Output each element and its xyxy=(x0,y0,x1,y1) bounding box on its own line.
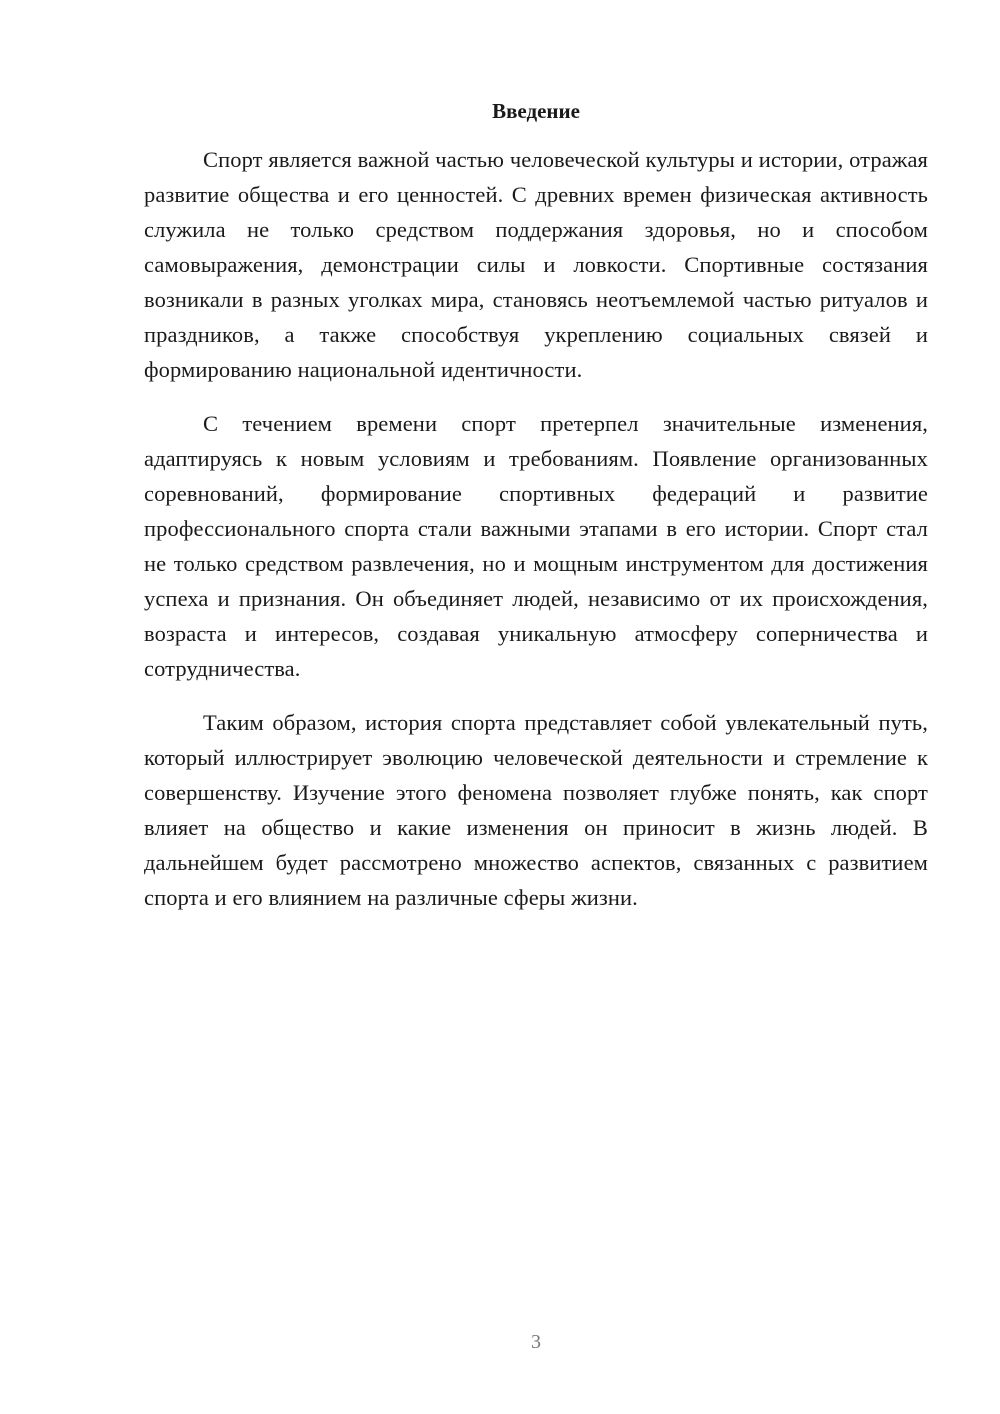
paragraph-1: Спорт является важной частью человеческой культуры и истории, отражая развитие общества и его ценностей. С древних времен физическая активность служила не только средством поддержания здоровья, но и способом самовыражения, демонстрации силы и ловкости. Спортивные состязания возникали в разных уголках мира, становясь неотъемлемой частью ритуалов и праздников, а также способствуя укреплению социальных связей и формированию национальной идентичности. xyxy=(144,147,928,382)
paragraph-3: Таким образом, история спорта представляет собой увлекательный путь, который иллюстрирует эволюцию человеческой деятельности и стремление к совершенству. Изучение этого феномена позволяет глубже понять, как спорт влияет на общество и какие изменения он приносит в жизнь людей. В дальнейшем будет рассмотрено множество аспектов, связанных с развитием спорта и его влиянием на различные сферы жизни. xyxy=(144,710,928,910)
page-number: 3 xyxy=(531,1331,541,1353)
paragraph-2: С течением времени спорт претерпел значительные изменения, адаптируясь к новым условиям и требованиям. Появление организованных соревнований, формирование спортивных федераций и развитие профессионального спорта стали важными этапами в его истории. Спорт стал не только средством развлечения, но и мощным инструментом для достижения успеха и признания. Он объединяет людей, независимо от их происхождения, возраста и интересов, создавая уникальную атмосферу соперничества и сотрудничества. xyxy=(144,411,928,681)
body-text xyxy=(144,142,928,934)
section-title: Введение xyxy=(492,99,580,123)
